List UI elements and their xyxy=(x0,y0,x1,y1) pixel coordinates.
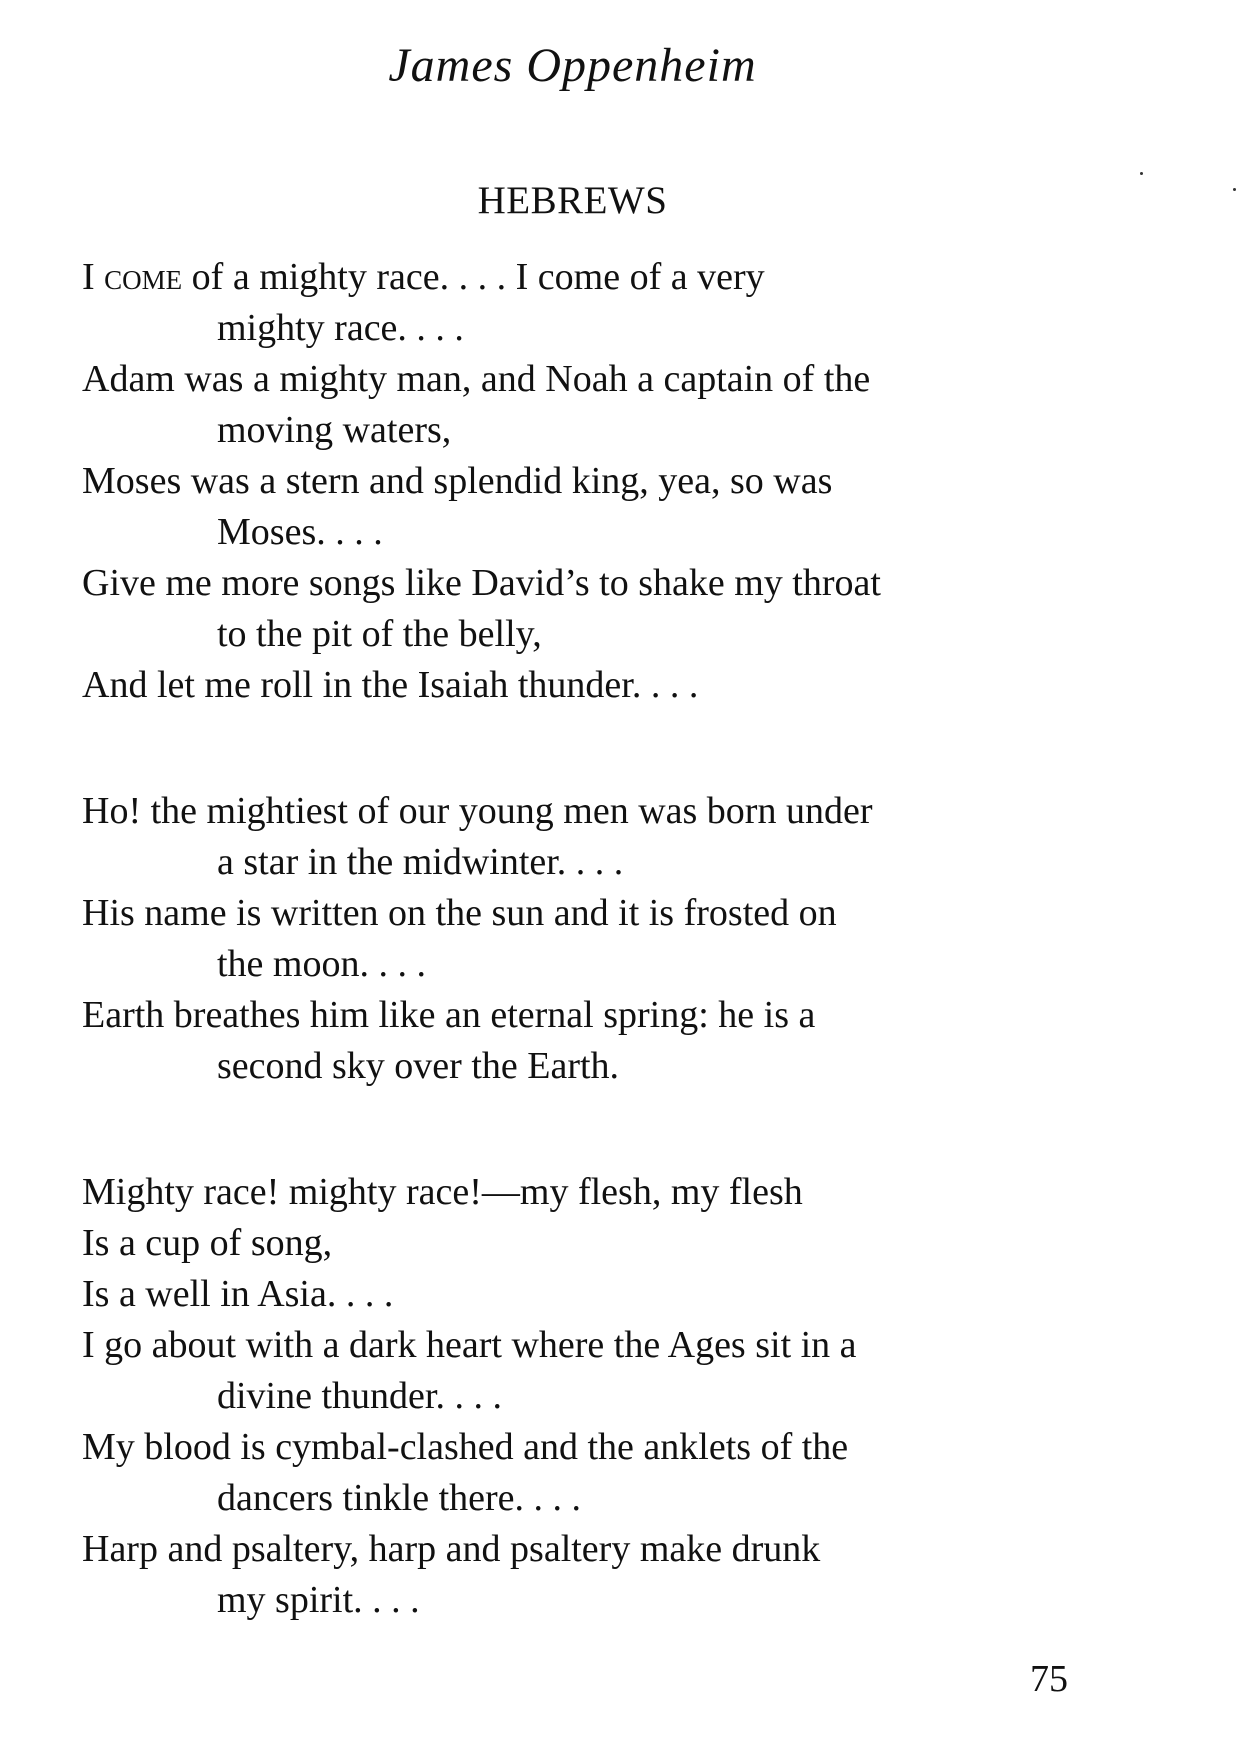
verse-line-continuation: mighty race. . . . xyxy=(217,307,464,349)
verse-line-continuation: my spirit. . . . xyxy=(217,1579,420,1621)
verse-line-continuation: moving waters, xyxy=(217,409,452,451)
verse-line-continuation: Moses. . . . xyxy=(217,511,383,553)
verse-line-continuation: to the pit of the belly, xyxy=(217,613,542,655)
verse-line-continuation: second sky over the Earth. xyxy=(217,1045,620,1087)
stanza-break xyxy=(82,1092,1082,1167)
verse-line-continuation: a star in the midwinter. . . . xyxy=(217,841,624,883)
poem-body xyxy=(82,252,1082,1626)
verse-line: His name is written on the sun and it is frosted on xyxy=(82,892,837,934)
stanza-break xyxy=(82,711,1082,786)
verse-line: Adam was a mighty man, and Noah a captain of the xyxy=(82,358,871,400)
scan-speck xyxy=(1233,188,1236,191)
running-head-author: James Oppenheim xyxy=(388,39,757,92)
verse-line: Harp and psaltery, harp and psaltery make drunk xyxy=(82,1528,821,1570)
small-caps-lead-word: I come xyxy=(82,256,183,298)
scan-speck xyxy=(1140,172,1143,175)
verse-line: Earth breathes him like an eternal spring: he is a xyxy=(82,994,816,1036)
verse-line: Mighty race! mighty race!—my flesh, my flesh xyxy=(82,1171,803,1213)
verse-line-continuation: the moon. . . . xyxy=(217,943,426,985)
verse-line-continuation: divine thunder. . . . xyxy=(217,1375,502,1417)
verse-line: Moses was a stern and splendid king, yea, so was xyxy=(82,460,833,502)
verse-line: Is a cup of song, xyxy=(82,1222,333,1264)
poem-title: HEBREWS xyxy=(477,179,668,222)
verse-line-continuation: dancers tinkle there. . . . xyxy=(217,1477,582,1519)
stanza-2 xyxy=(82,786,1082,1092)
page-number: 75 xyxy=(1030,1658,1068,1700)
verse-line: And let me roll in the Isaiah thunder. . . . xyxy=(82,664,699,706)
verse-line: My blood is cymbal-clashed and the anklets of the xyxy=(82,1426,849,1468)
verse-line: Is a well in Asia. . . . xyxy=(82,1273,394,1315)
verse-line: I go about with a dark heart where the Ages sit in a xyxy=(82,1324,857,1366)
verse-line-text: of a mighty race. . . . I come of a very xyxy=(182,256,765,298)
stanza-1 xyxy=(82,252,1082,711)
verse-line: Give me more songs like David’s to shake my throat xyxy=(82,562,881,604)
stanza-3 xyxy=(82,1167,1082,1626)
verse-line xyxy=(82,252,1082,303)
verse-line: Ho! the mightiest of our young men was born under xyxy=(82,790,873,832)
